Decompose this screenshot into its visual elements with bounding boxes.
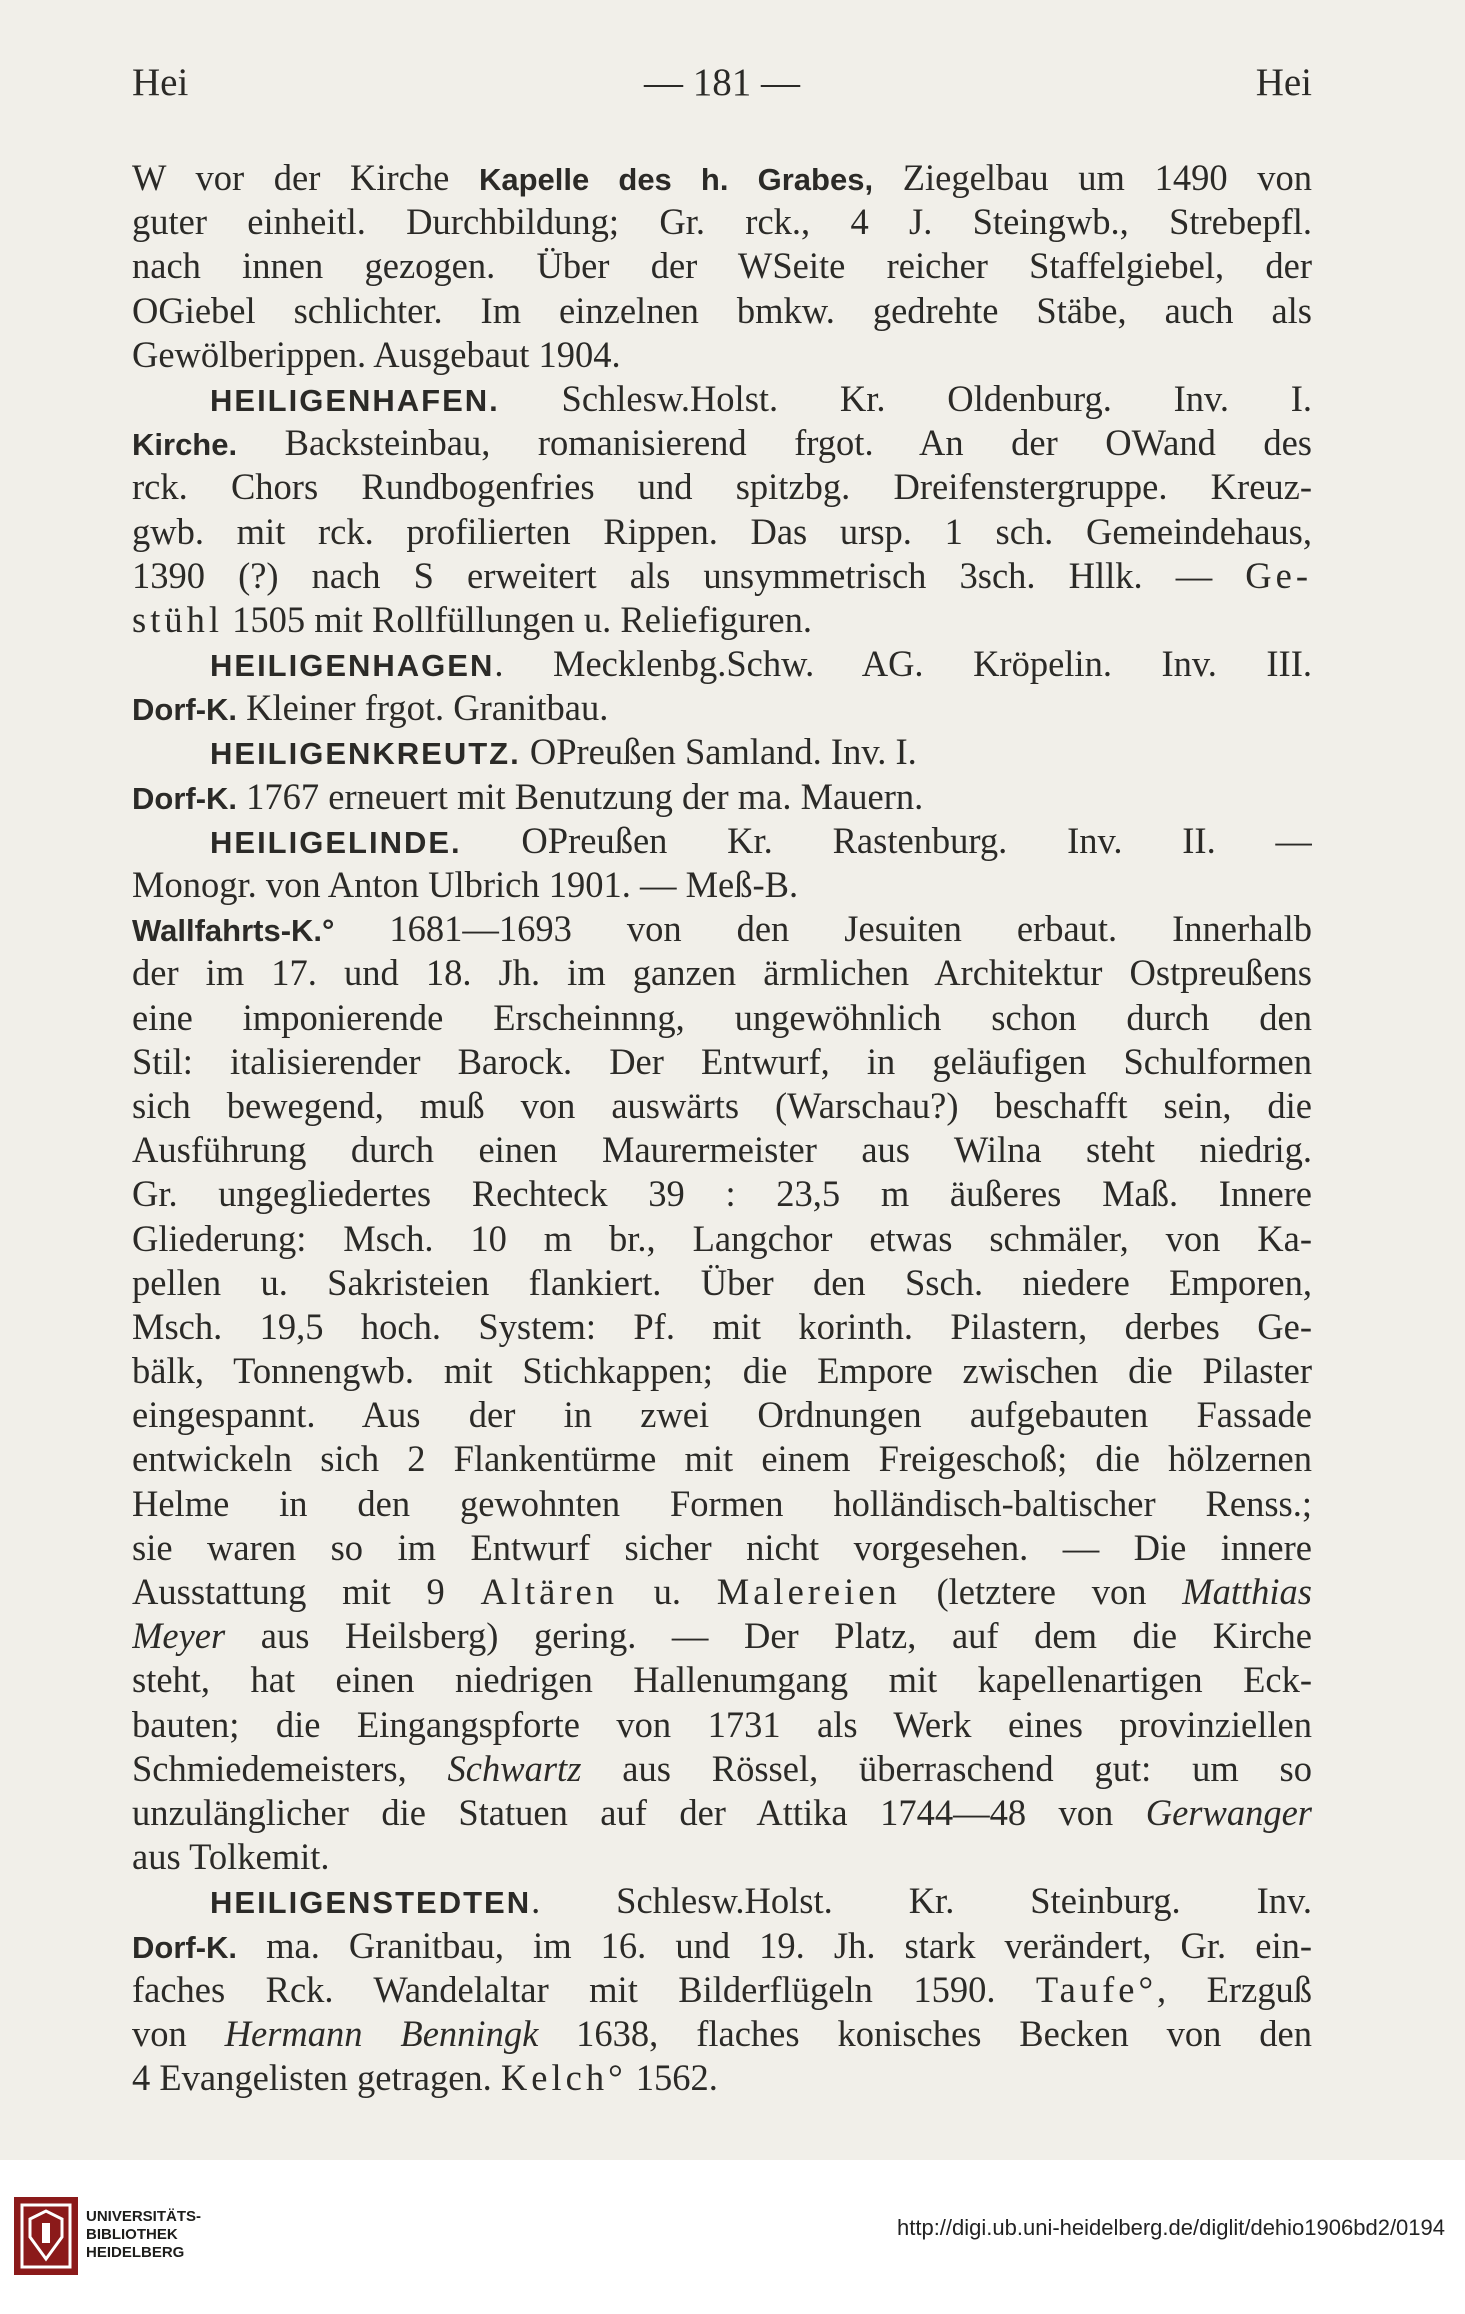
text-run: eine imponierende Erscheinnng, ungewöhnlich schon durch den	[132, 996, 1312, 1038]
text-line	[132, 1570, 1312, 1614]
bold-term: Dorf-K.	[132, 692, 238, 728]
text-run: Taufe°	[1035, 1968, 1158, 2010]
text-run: Ge-	[1245, 554, 1312, 596]
text-line	[132, 907, 1312, 951]
text-line	[132, 2056, 1312, 2100]
bold-term: Kapelle des h. Grabes,	[478, 162, 874, 197]
text-line	[132, 598, 1312, 642]
text-line	[132, 819, 1312, 863]
text-line	[132, 244, 1312, 288]
text-line	[132, 377, 1312, 421]
text-line	[132, 1349, 1312, 1393]
text-run: . Mecklenbg.Schw. AG. Kröpelin. Inv. III.	[494, 643, 1312, 685]
entry-heading: HEILIGENHAFEN.	[210, 382, 500, 418]
text-run: 1638, flaches konisches Becken von den	[538, 2012, 1312, 2054]
artist-name: Schwartz	[447, 1747, 582, 1789]
text-line	[132, 951, 1312, 995]
text-line	[132, 465, 1312, 509]
text-line	[132, 156, 1312, 200]
text-run: sie waren so im Entwurf sicher nicht vorgesehen. — Die innere	[132, 1526, 1312, 1568]
text-run: Ausführung durch einen Maurermeister aus Wilna steht niedrig.	[132, 1129, 1312, 1171]
text-line	[132, 1084, 1312, 1128]
text-line	[132, 642, 1312, 686]
text-line	[132, 1703, 1312, 1747]
text-line	[132, 1968, 1312, 2012]
text-line	[132, 1924, 1312, 1968]
text-line	[132, 1305, 1312, 1349]
text-line	[132, 775, 1312, 819]
text-line	[132, 1879, 1312, 1923]
header-left-catchword: Hei	[132, 61, 189, 104]
text-run: sich bewegend, muß von auswärts (Warschau?) beschafft sein, die	[132, 1084, 1312, 1126]
text-run: Altären	[480, 1571, 618, 1612]
bold-term: Kirche.	[132, 427, 238, 463]
page-number: — 181 —	[644, 61, 800, 104]
text-run: aus Tolkemit.	[132, 1836, 330, 1878]
text-run: Kelch°	[500, 2057, 627, 2099]
text-run: unzulänglicher die Statuen auf der Attika 1744—48 von	[132, 1791, 1146, 1833]
text-line	[132, 200, 1312, 244]
text-run: Helme in den gewohnten Formen holländisch-baltischer Renss.;	[132, 1482, 1312, 1524]
text-run: 4 Evangelisten getragen.	[132, 2057, 501, 2099]
text-run: (letztere von	[900, 1571, 1183, 1612]
text-run: 1767 erneuert mit Benutzung der ma. Mauern.	[237, 775, 924, 817]
text-run: Schlesw.Holst. Kr. Oldenburg. Inv. I.	[499, 377, 1312, 419]
page-header	[132, 60, 1312, 120]
text-line	[132, 1482, 1312, 1526]
text-run: OGiebel schlichter. Im einzelnen bmkw. gedrehte Stäbe, auch als	[132, 289, 1312, 331]
text-run: guter einheitl. Durchbildung; Gr. rck., 4 J. Steingwb., Strebepfl.	[132, 201, 1312, 243]
text-run: bälk, Tonnengwb. mit Stichkappen; die Empore zwischen die Pilaster	[132, 1350, 1312, 1392]
entry-heading: HEILIGENSTEDTEN	[210, 1885, 532, 1921]
artist-name: Hermann Benningk	[224, 2012, 539, 2054]
text-line	[132, 1172, 1312, 1216]
text-run: aus Heilsberg) gering. — Der Platz, auf dem die Kirche	[225, 1615, 1312, 1657]
entry-heading: HEILIGENKREUTZ.	[210, 736, 521, 772]
text-run: Schmiedemeisters,	[132, 1747, 448, 1789]
library-name-line: BIBLIOTHEK	[86, 2226, 178, 2243]
text-run: Malereien	[716, 1571, 901, 1612]
library-seal-icon	[14, 2197, 78, 2275]
text-line	[132, 996, 1312, 1040]
text-line	[132, 554, 1312, 598]
text-line	[132, 1128, 1312, 1172]
text-line	[132, 510, 1312, 554]
text-line	[132, 1747, 1312, 1791]
text-run: Msch. 19,5 hoch. System: Pf. mit korinth. Pilastern, derbes Ge-	[132, 1305, 1312, 1347]
text-run: der im 17. und 18. Jh. im ganzen ärmlichen Architektur Ostpreußens	[132, 952, 1312, 994]
source-url-link[interactable]: http://digi.ub.uni-heidelberg.de/diglit/dehio1906bd2/0194	[897, 2215, 1445, 2240]
text-run: OPreußen Kr. Rastenburg. Inv. II. —	[461, 819, 1312, 861]
text-line	[132, 1658, 1312, 1702]
text-run: 1390 (?) nach S erweitert als unsymmetrisch 3sch. Hllk. —	[132, 554, 1246, 596]
text-line	[132, 1261, 1312, 1305]
artist-name: Matthias	[1182, 1571, 1312, 1612]
text-run: 1505 mit Rollfüllungen u. Reliefiguren.	[223, 598, 812, 640]
text-run: Gr. ungegliedertes Rechteck 39 : 23,5 m äußeres Maß. Innere	[132, 1173, 1312, 1215]
text-run: 1562.	[626, 2057, 718, 2099]
text-run: Ausstattung mit 9	[132, 1571, 481, 1612]
text-run: stühl	[132, 598, 223, 640]
text-line	[132, 863, 1312, 907]
library-name-line: UNIVERSITÄTS-	[86, 2208, 202, 2225]
text-run: . Schlesw.Holst. Kr. Steinburg. Inv.	[531, 1880, 1312, 1922]
text-run: entwickeln sich 2 Flankentürme mit einem Freigeschoß; die hölzernen	[132, 1438, 1312, 1480]
library-name-line: HEIDELBERG	[86, 2244, 185, 2261]
text-run: , Erzguß	[1157, 1968, 1312, 2010]
text-run: Backsteinbau, romanisierend frgot. An der OWand des	[237, 422, 1312, 464]
text-line	[132, 1526, 1312, 1570]
library-footer	[0, 2160, 1465, 2314]
header-right-catchword: Hei	[1255, 61, 1312, 104]
text-run: Monogr. von Anton Ulbrich 1901. — Meß-B.	[132, 864, 799, 905]
library-name	[86, 2208, 201, 2262]
text-run: faches Rck. Wandelaltar mit Bilderflügeln 1590.	[132, 1968, 1036, 2010]
text-run: Ziegelbau um 1490 von	[873, 157, 1312, 198]
text-run: Gewölberippen. Ausgebaut 1904.	[132, 333, 621, 375]
text-run: rck. Chors Rundbogenfries und spitzbg. Dreifenstergruppe. Kreuz-	[132, 466, 1312, 508]
text-run: nach innen gezogen. Über der WSeite reicher Staffelgiebel, der	[132, 245, 1312, 287]
text-line	[132, 1614, 1312, 1658]
text-line	[132, 730, 1312, 774]
text-line	[132, 1437, 1312, 1481]
text-line	[132, 1217, 1312, 1261]
artist-name: Gerwanger	[1145, 1791, 1312, 1833]
text-run: Gliederung: Msch. 10 m br., Langchor etwas schmäler, von Ka-	[132, 1217, 1312, 1259]
text-run: steht, hat einen niedrigen Hallenumgang mit kapellenartigen Eck-	[132, 1659, 1312, 1701]
text-line	[132, 1835, 1312, 1879]
text-run: von	[132, 2012, 225, 2054]
bold-term: Dorf-K.	[132, 1929, 238, 1965]
text-run: pellen u. Sakristeien flankiert. Über den Ssch. niedere Emporen,	[132, 1261, 1312, 1303]
text-run: u.	[617, 1571, 717, 1612]
entry-heading: HEILIGELINDE.	[210, 824, 462, 860]
text-line	[132, 289, 1312, 333]
text-line	[132, 2012, 1312, 2056]
text-run: bauten; die Eingangspforte von 1731 als Werk eines provinziellen	[132, 1703, 1312, 1745]
entry-heading: HEILIGENHAGEN	[210, 648, 495, 684]
bold-term: Wallfahrts-K.°	[132, 913, 335, 949]
artist-name: Meyer	[132, 1615, 226, 1657]
text-run: gwb. mit rck. profilierten Rippen. Das ursp. 1 sch. Gemeindehaus,	[132, 510, 1312, 552]
text-line	[132, 421, 1312, 465]
text-run: 1681—1693 von den Jesuiten erbaut. Innerhalb	[334, 908, 1312, 950]
body-text	[132, 156, 1312, 2100]
text-run: Stil: italisierender Barock. Der Entwurf, in geläufigen Schulformen	[132, 1040, 1312, 1082]
text-line	[132, 333, 1312, 377]
text-line	[132, 1791, 1312, 1835]
text-line	[132, 1040, 1312, 1084]
text-run: ma. Granitbau, im 16. und 19. Jh. stark verändert, Gr. ein-	[237, 1924, 1312, 1966]
text-run: W vor der Kirche	[132, 157, 479, 198]
text-run: eingespannt. Aus der in zwei Ordnungen aufgebauten Fassade	[132, 1394, 1312, 1436]
bold-term: Dorf-K.	[132, 780, 238, 816]
text-run: aus Rössel, überraschend gut: um so	[581, 1747, 1312, 1789]
text-line	[132, 1393, 1312, 1437]
text-line	[132, 686, 1312, 730]
text-run: OPreußen Samland. Inv. I.	[520, 731, 917, 773]
text-run: Kleiner frgot. Granitbau.	[237, 687, 609, 729]
